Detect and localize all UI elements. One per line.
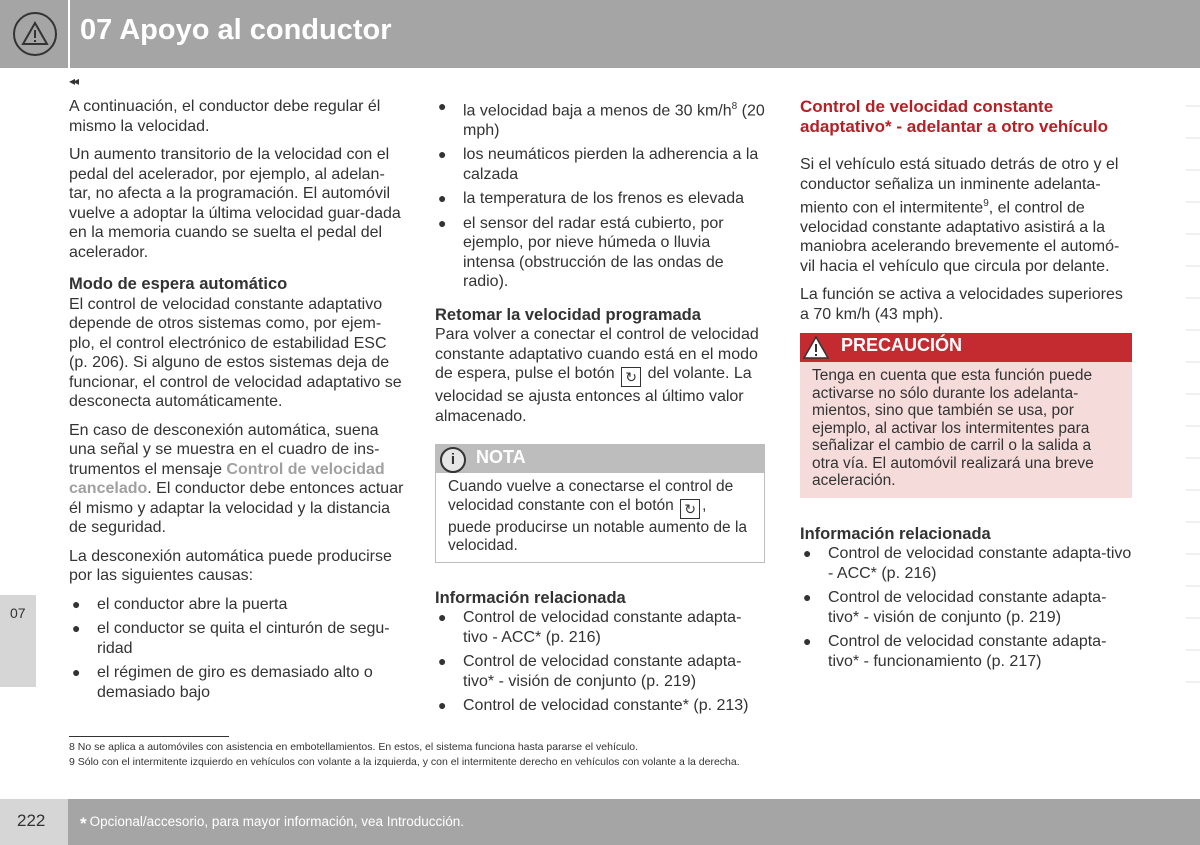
paragraph: El control de velocidad constante adaptativo depende de otros sistemas como, por ejem-plo, el control electrónico de estabilidad ESC (p. 206). Si alguno de estos sistemas deja de funcionar, el control de velocidad adaptativo se desconecta automáticamente.	[69, 295, 402, 410]
related-list	[435, 608, 765, 716]
section-heading: Información relacionada	[435, 588, 626, 607]
related-link[interactable]: ● Control de velocidad constante adapta-tivo* - funcionamiento (p. 217)	[803, 633, 1107, 670]
note-text: Cuando vuelve a conectarse el control de velocidad constante con el botón ↻ , puede producirse un notable aumento de la velocidad.	[448, 478, 748, 555]
related-link[interactable]: ● Control de velocidad constante adapta-tivo - ACC* (p. 216)	[438, 609, 742, 646]
list-item: ● la velocidad baja a menos de 30 $km/h^8$ (20 mph)	[438, 98, 765, 139]
footnote: 9 Sólo con el intermitente izquierdo en vehículos con volante a la izquierda, y con el intermitente derecho en vehículos con volante a la derecha.	[69, 756, 740, 768]
list-item: ● la temperatura de los frenos es elevada	[438, 190, 745, 208]
footer-note: * Opcional/accesorio, para mayor información, vea Introducción.	[80, 814, 465, 833]
paragraph: En caso de desconexión automática, suena una señal y se muestra en el cuadro de ins-trumentos el mensaje Control de velocidad cancelado. El conductor debe entonces actuar él mismo y adaptar la velocidad y la distancia de seguridad.	[69, 421, 404, 536]
footnote-rule	[69, 736, 229, 737]
causes-list	[69, 595, 404, 703]
chapter-side-tab[interactable]: 07	[0, 595, 36, 687]
caution-header	[800, 333, 1132, 362]
list-item: ● el sensor del radar está cubierto, por ejemplo, por nieve húmeda o lluvia intensa (obstrucción de las ondas de radio).	[438, 214, 724, 291]
list-item: ● los neumáticos pierden la adherencia a la calzada	[438, 146, 759, 183]
paragraph: La función se activa a velocidades superiores a 70 km/h (43 mph).	[800, 286, 1123, 323]
paragraph: Si el vehículo está situado detrás de otro y el conductor señaliza un inminente adelanta-miento con el intermitente$^9$, el control de velocidad constante adaptativo asistirá a la maniobra acelerando brevemente el automó-vil hacia el vehículo que circula por delante.	[800, 156, 1120, 275]
footnote: 8 No se aplica a automóviles con asistencia en embotellamientos. En estos, el sistema funciona hasta pararse el vehículo.	[69, 741, 639, 753]
related-link[interactable]: ● Control de velocidad constante* (p. 213)	[438, 697, 749, 715]
list-item: ● el conductor se quita el cinturón de segu-ridad	[72, 620, 390, 657]
paragraph: Un aumento transitorio de la velocidad con el pedal del acelerador, por ejemplo, al adelan-tar, no afecta a la programación. El automóvil vuelve a adoptar la última velocidad guar-dada en la memoria cuando se suelta el pedal del acelerador.	[69, 146, 401, 261]
resume-button-icon: ↻	[621, 367, 641, 387]
column-3	[800, 97, 1132, 676]
chapter-header	[0, 0, 1200, 68]
warning-triangle-icon	[13, 12, 57, 56]
related-link[interactable]: ● Control de velocidad constante adapta-tivo - ACC* (p. 216)	[803, 545, 1132, 582]
page-edge-marks	[1186, 75, 1200, 695]
previous-page-arrows[interactable]: ◂◂	[69, 74, 78, 88]
list-item: ● el conductor abre la puerta	[72, 595, 288, 613]
info-icon: i	[440, 447, 466, 473]
paragraph: La desconexión automática puede producirse por las siguientes causas:	[69, 547, 392, 584]
caution-text: Tenga en cuenta que esta función puede activarse no sólo durante los adelanta-mientos, sino que también se usa, por ejemplo, al activar los intermitentes para señalizar el cambio de carril o la salida a otra vía. El automóvil realizará una breve aceleración.	[800, 362, 1132, 498]
caution-box	[800, 333, 1132, 498]
related-link[interactable]: ● Control de velocidad constante adapta-tivo* - visión de conjunto (p. 219)	[438, 653, 742, 690]
note-box	[435, 444, 765, 563]
related-list	[800, 544, 1132, 671]
section-heading: Modo de espera automático	[69, 275, 288, 293]
page-number: 222	[17, 811, 46, 830]
note-title: NOTA	[476, 447, 526, 468]
causes-list-continued	[435, 97, 765, 292]
header-divider	[68, 0, 70, 68]
related-link[interactable]: ● Control de velocidad constante adapta-tivo* - visión de conjunto (p. 219)	[803, 589, 1107, 626]
note-header	[436, 445, 764, 473]
chapter-title: 07 Apoyo al conductor	[80, 14, 392, 46]
paragraph: A continuación, el conductor debe regular él mismo la velocidad.	[69, 98, 381, 135]
caution-triangle-icon	[800, 333, 832, 362]
page-number-box	[0, 799, 68, 845]
message-highlight: Control de velocidad cancelado	[69, 460, 385, 497]
column-2	[435, 97, 765, 721]
section-heading: Retomar la velocidad programada	[435, 305, 701, 324]
list-item: ● el régimen de giro es demasiado alto o demasiado bajo	[72, 664, 373, 701]
caution-title: PRECAUCIÓN	[841, 335, 963, 356]
paragraph: Para volver a conectar el control de velocidad constante adaptativo cuando está en el modo de espera, pulse el botón ↻ del volante. La velocidad se ajusta entonces al último valor almacenado.	[435, 326, 759, 425]
resume-button-icon: ↻	[680, 499, 700, 519]
section-title: Control de velocidad constante adaptativo* - adelantar a otro vehículo	[800, 97, 1108, 136]
section-heading: Información relacionada	[800, 524, 991, 543]
column-1	[69, 97, 404, 707]
